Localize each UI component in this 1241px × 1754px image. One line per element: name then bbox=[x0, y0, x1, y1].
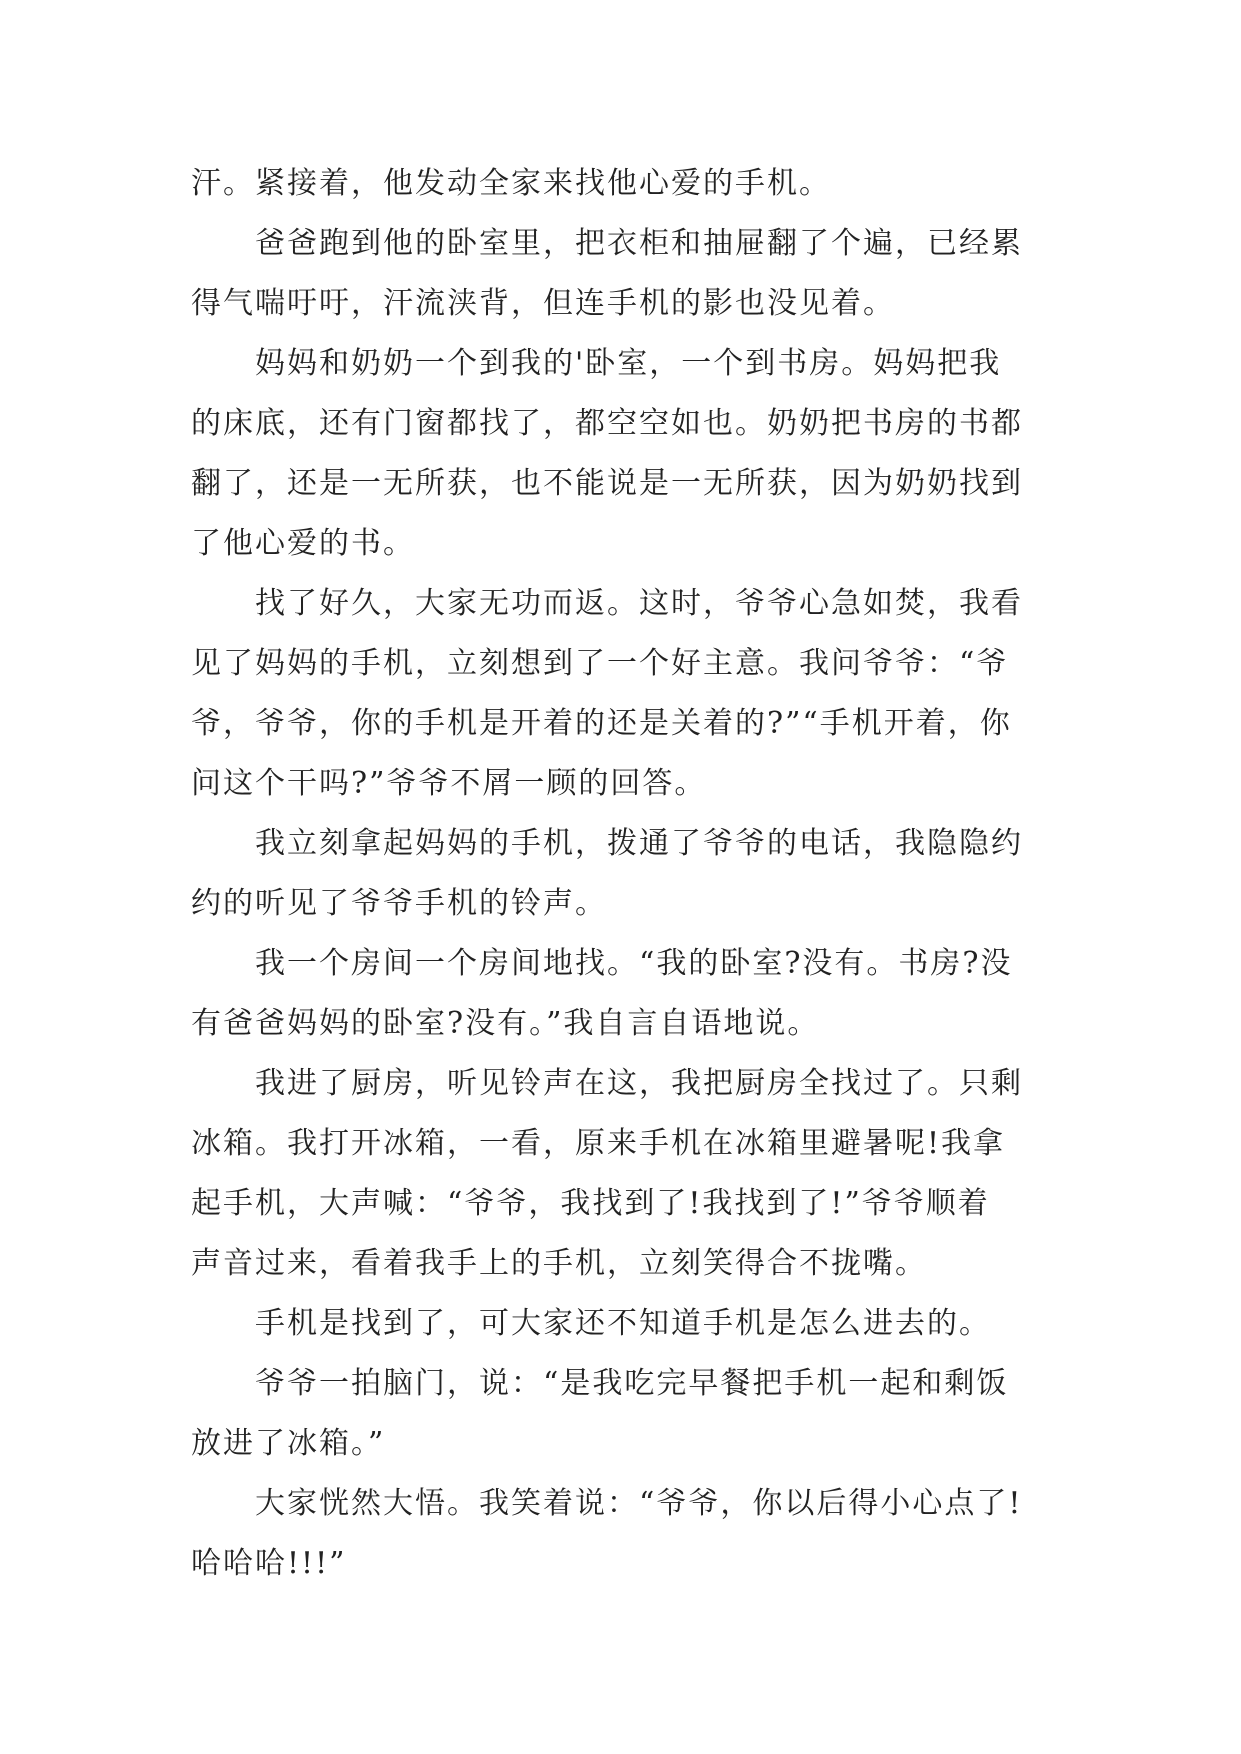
document-body bbox=[191, 154, 1051, 1594]
text-line: 手机是找到了，可大家还不知道手机是怎么进去的。 bbox=[255, 1306, 991, 1341]
text-line: 有爸爸妈妈的卧室?没有。”我自言自语地说。 bbox=[191, 1006, 820, 1041]
text-line: 爷，爷爷，你的手机是开着的还是关着的?”“手机开着，你 bbox=[191, 706, 1012, 741]
text-line: 我进了厨房，听见铃声在这，我把厨房全找过了。只剩 bbox=[255, 1066, 1023, 1101]
text-line: 妈妈和奶奶一个到我的'卧室，一个到书房。妈妈把我 bbox=[255, 346, 1002, 381]
text-line: 哈哈哈!!!” bbox=[191, 1546, 347, 1581]
text-line: 爷爷一拍脑门，说：“是我吃完早餐把手机一起和剩饭 bbox=[255, 1366, 1009, 1401]
text-line: 汗。紧接着，他发动全家来找他心爱的手机。 bbox=[191, 166, 831, 201]
text-line: 问这个干吗?”爷爷不屑一顾的回答。 bbox=[191, 766, 707, 801]
text-line: 约的听见了爷爷手机的铃声。 bbox=[191, 886, 607, 921]
text-line: 声音过来，看着我手上的手机，立刻笑得合不拢嘴。 bbox=[191, 1246, 927, 1281]
text-line: 冰箱。我打开冰箱，一看，原来手机在冰箱里避暑呢!我拿 bbox=[191, 1126, 1006, 1161]
text-line: 的床底，还有门窗都找了，都空空如也。奶奶把书房的书都 bbox=[191, 406, 1023, 441]
text-line: 找了好久，大家无功而返。这时，爷爷心急如焚，我看 bbox=[255, 586, 1023, 621]
text-line: 翻了，还是一无所获，也不能说是一无所获，因为奶奶找到 bbox=[191, 466, 1023, 501]
text-line: 起手机，大声喊：“爷爷，我找到了!我找到了!”爷爷顺着 bbox=[191, 1186, 990, 1221]
text-line: 了他心爱的书。 bbox=[191, 526, 415, 561]
text-line: 爸爸跑到他的卧室里，把衣柜和抽屉翻了个遍，已经累 bbox=[255, 226, 1023, 261]
text-line: 见了妈妈的手机，立刻想到了一个好主意。我问爷爷：“爷 bbox=[191, 646, 1009, 681]
text-line: 我一个房间一个房间地找。“我的卧室?没有。书房?没 bbox=[255, 946, 1013, 981]
text-line: 得气喘吁吁，汗流浃背，但连手机的影也没见着。 bbox=[191, 286, 895, 321]
text-line: 放进了冰箱。” bbox=[191, 1426, 386, 1461]
text-line: 我立刻拿起妈妈的手机，拨通了爷爷的电话，我隐隐约 bbox=[255, 826, 1023, 861]
text-line: 大家恍然大悟。我笑着说：“爷爷，你以后得小心点了! bbox=[255, 1486, 1023, 1521]
